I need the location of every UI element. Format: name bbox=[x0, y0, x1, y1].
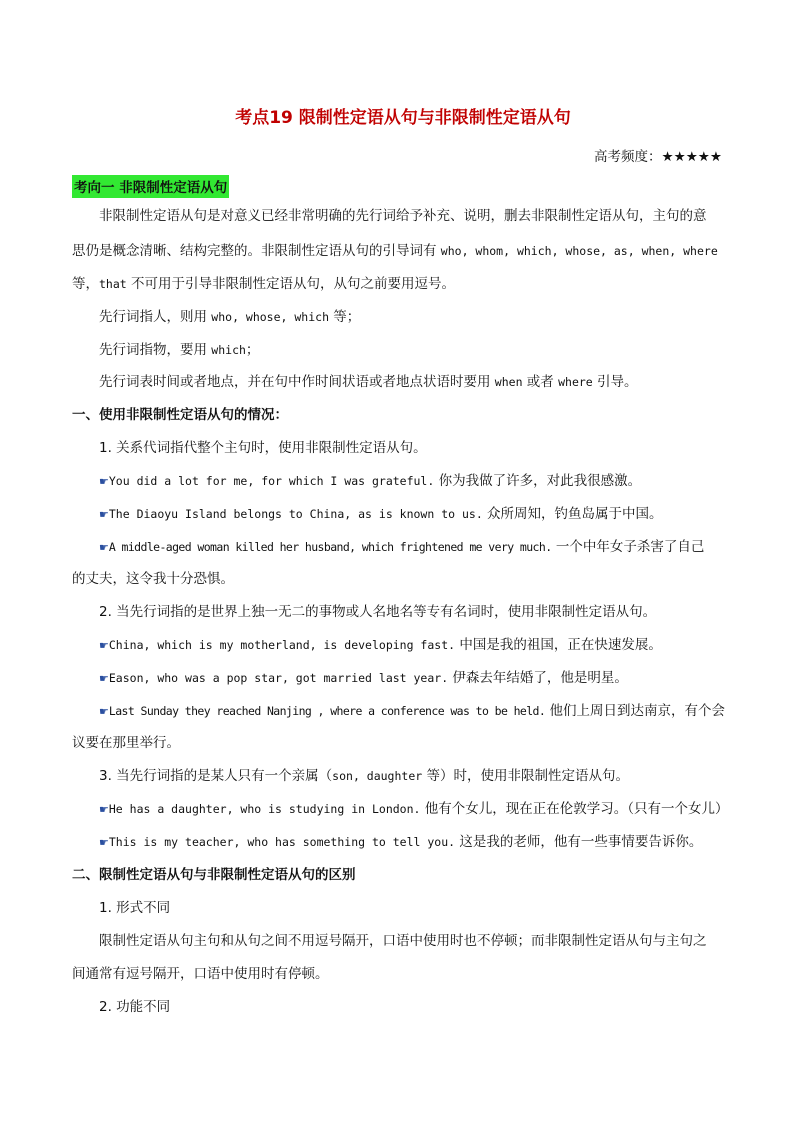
example-sentence: ☛This is my teacher, who has something to tell you. 这是我的老师，他有一些事情要告诉你。 bbox=[99, 834, 703, 850]
example-sentence: ☛Eason, who was a pop star, got married last year. 伊森去年结婚了，他是明星。 bbox=[99, 670, 628, 686]
exam-frequency bbox=[594, 145, 722, 165]
intro-paragraph-line: 等，that 不可用于引导非限制性定语从句，从句之前要用逗号。 bbox=[72, 276, 455, 292]
intro-paragraph-line: 非限制性定语从句是对意义已经非常明确的先行词给予补充、说明，删去非限制性定语从句，主句的意 bbox=[99, 208, 707, 224]
frequency-label: 高考频度： bbox=[593, 149, 662, 165]
frequency-stars: ★★★★★ bbox=[661, 149, 722, 165]
example-sentence: ☛China, which is my motherland, is developing fast. 中国是我的祖国，正在快速发展。 bbox=[99, 637, 662, 653]
list-item: 2. 功能不同 bbox=[99, 999, 171, 1015]
section-tag: 考向一 非限制性定语从句 bbox=[72, 175, 229, 198]
list-item: 3. 当先行词指的是某人只有一个亲属（son, daughter 等）时，使用非限制性定语从句。 bbox=[99, 768, 629, 784]
example-sentence: ☛He has a daughter, who is studying in London. 他有个女儿，现在正在伦敦学习。（只有一个女儿） bbox=[99, 801, 729, 817]
pointing-hand-icon: ☛ bbox=[99, 508, 109, 521]
body-paragraph-line: 间通常有逗号隔开，口语中使用时有停顿。 bbox=[72, 966, 329, 982]
pointing-hand-icon: ☛ bbox=[99, 705, 109, 718]
list-item: 1. 形式不同 bbox=[99, 900, 171, 916]
list-item: 2. 当先行词指的是世界上独一无二的事物或人名地名等专有名词时，使用非限制性定语从句。 bbox=[99, 604, 657, 620]
page-title: 考点19 限制性定语从句与非限制性定语从句 bbox=[235, 108, 571, 128]
example-sentence: ☛A middle-aged woman killed her husband, which frightened me very much. 一个中年女子杀害了自己 bbox=[99, 539, 705, 555]
example-sentence-continued: 的丈夫，这令我十分恐惧。 bbox=[72, 571, 234, 587]
example-sentence: ☛Last Sunday they reached Nanjing , where a conference was to be held. 他们上周日到达南京，有个会 bbox=[99, 703, 725, 719]
pointing-hand-icon: ☛ bbox=[99, 803, 109, 816]
example-sentence-continued: 议要在那里举行。 bbox=[72, 735, 180, 751]
pointing-hand-icon: ☛ bbox=[99, 541, 109, 554]
example-sentence: ☛The Diaoyu Island belongs to China, as is known to us. 众所周知，钓鱼岛属于中国。 bbox=[99, 506, 663, 522]
example-sentence: ☛You did a lot for me, for which I was grateful. 你为我做了许多，对此我很感激。 bbox=[99, 473, 642, 489]
body-paragraph-line: 限制性定语从句主句和从句之间不用逗号隔开，口语中使用时也不停顿；而非限制性定语从句与主句之 bbox=[99, 933, 707, 949]
pointing-hand-icon: ☛ bbox=[99, 475, 109, 488]
pointing-hand-icon: ☛ bbox=[99, 639, 109, 652]
list-item: 1. 关系代词指代整个主句时，使用非限制性定语从句。 bbox=[99, 440, 427, 456]
pointing-hand-icon: ☛ bbox=[99, 836, 109, 849]
intro-paragraph: 先行词指物，要用 which； bbox=[99, 342, 260, 358]
section2-heading: 二、限制性定语从句与非限制性定语从句的区别 bbox=[72, 867, 356, 883]
intro-paragraph-line: 思仍是概念清晰、结构完整的。非限制性定语从句的引导词有 who, whom, which, whose, as, when, where bbox=[72, 243, 718, 259]
section1-heading: 一、使用非限制性定语从句的情况： bbox=[72, 407, 288, 423]
intro-paragraph: 先行词表时间或者地点，并在句中作时间状语或者地点状语时要用 when 或者 where 引导。 bbox=[99, 374, 638, 390]
pointing-hand-icon: ☛ bbox=[99, 672, 109, 685]
intro-paragraph: 先行词指人，则用 who, whose, which 等； bbox=[99, 309, 361, 325]
